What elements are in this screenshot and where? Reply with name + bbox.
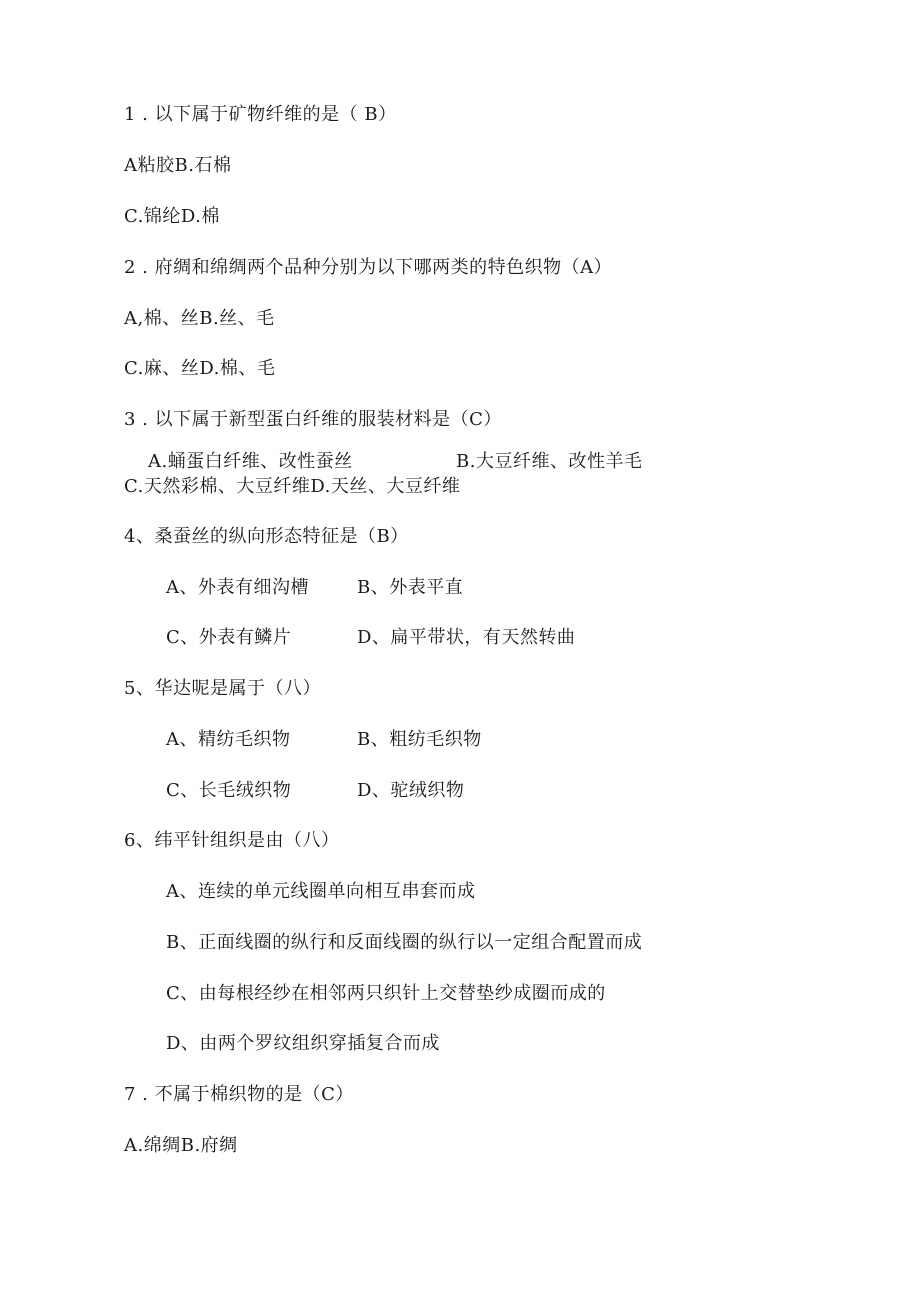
q1-stem: 1 . 以下属于矿物纤维的是（ B） <box>124 104 397 125</box>
q4-option-d: D、扁平带状，有天然转曲 <box>357 627 576 648</box>
q1-options-cd: C.锦纶D.棉 <box>124 206 220 227</box>
q3-option-b: B.大豆纤维、改性羊毛 <box>456 451 643 472</box>
q6-option-c: C、由每根经纱在相邻两只织针上交替垫纱成圈而成的 <box>166 983 606 1004</box>
q5-stem: 5、华达呢是属于（八） <box>124 678 321 699</box>
q6-option-d: D、由两个罗纹组织穿插复合而成 <box>166 1033 440 1054</box>
q3-stem: 3 . 以下属于新型蛋白纤维的服装材料是（C） <box>124 409 502 430</box>
q7-stem: 7 . 不属于棉织物的是（C） <box>124 1084 354 1105</box>
q4-option-b: B、外表平直 <box>357 577 464 598</box>
q3-option-a: A.蛹蛋白纤维、改性蚕丝 <box>148 451 353 472</box>
q6-option-a: A、连续的单元线圈单向相互串套而成 <box>166 881 476 902</box>
q3-options-cd: C.天然彩棉、大豆纤维D.天丝、大豆纤维 <box>124 476 461 497</box>
q6-stem: 6、纬平针组织是由（八） <box>124 830 340 851</box>
q5-option-a: A、精纺毛织物 <box>166 729 291 750</box>
q2-stem: 2 . 府绸和绵绸两个品种分别为以下哪两类的特色织物（A） <box>124 257 613 278</box>
q2-options-ab: A,棉、丝B.丝、毛 <box>124 308 275 329</box>
q5-option-b: B、粗纺毛织物 <box>357 729 482 750</box>
q4-option-a: A、外表有细沟槽 <box>166 577 309 598</box>
q1-options-ab: A粘胶B.石棉 <box>124 155 232 176</box>
q2-options-cd: C.麻、丝D.棉、毛 <box>124 358 276 379</box>
q5-option-c: C、长毛绒织物 <box>166 780 292 801</box>
q4-stem: 4、桑蚕丝的纵向形态特征是（B） <box>124 526 409 547</box>
q5-option-d: D、驼绒织物 <box>357 780 465 801</box>
q4-option-c: C、外表有鳞片 <box>166 627 292 648</box>
q7-options-ab: A.绵绸B.府绸 <box>124 1135 238 1156</box>
q6-option-b: B、正面线圈的纵行和反面线圈的纵行以一定组合配置而成 <box>166 932 643 953</box>
